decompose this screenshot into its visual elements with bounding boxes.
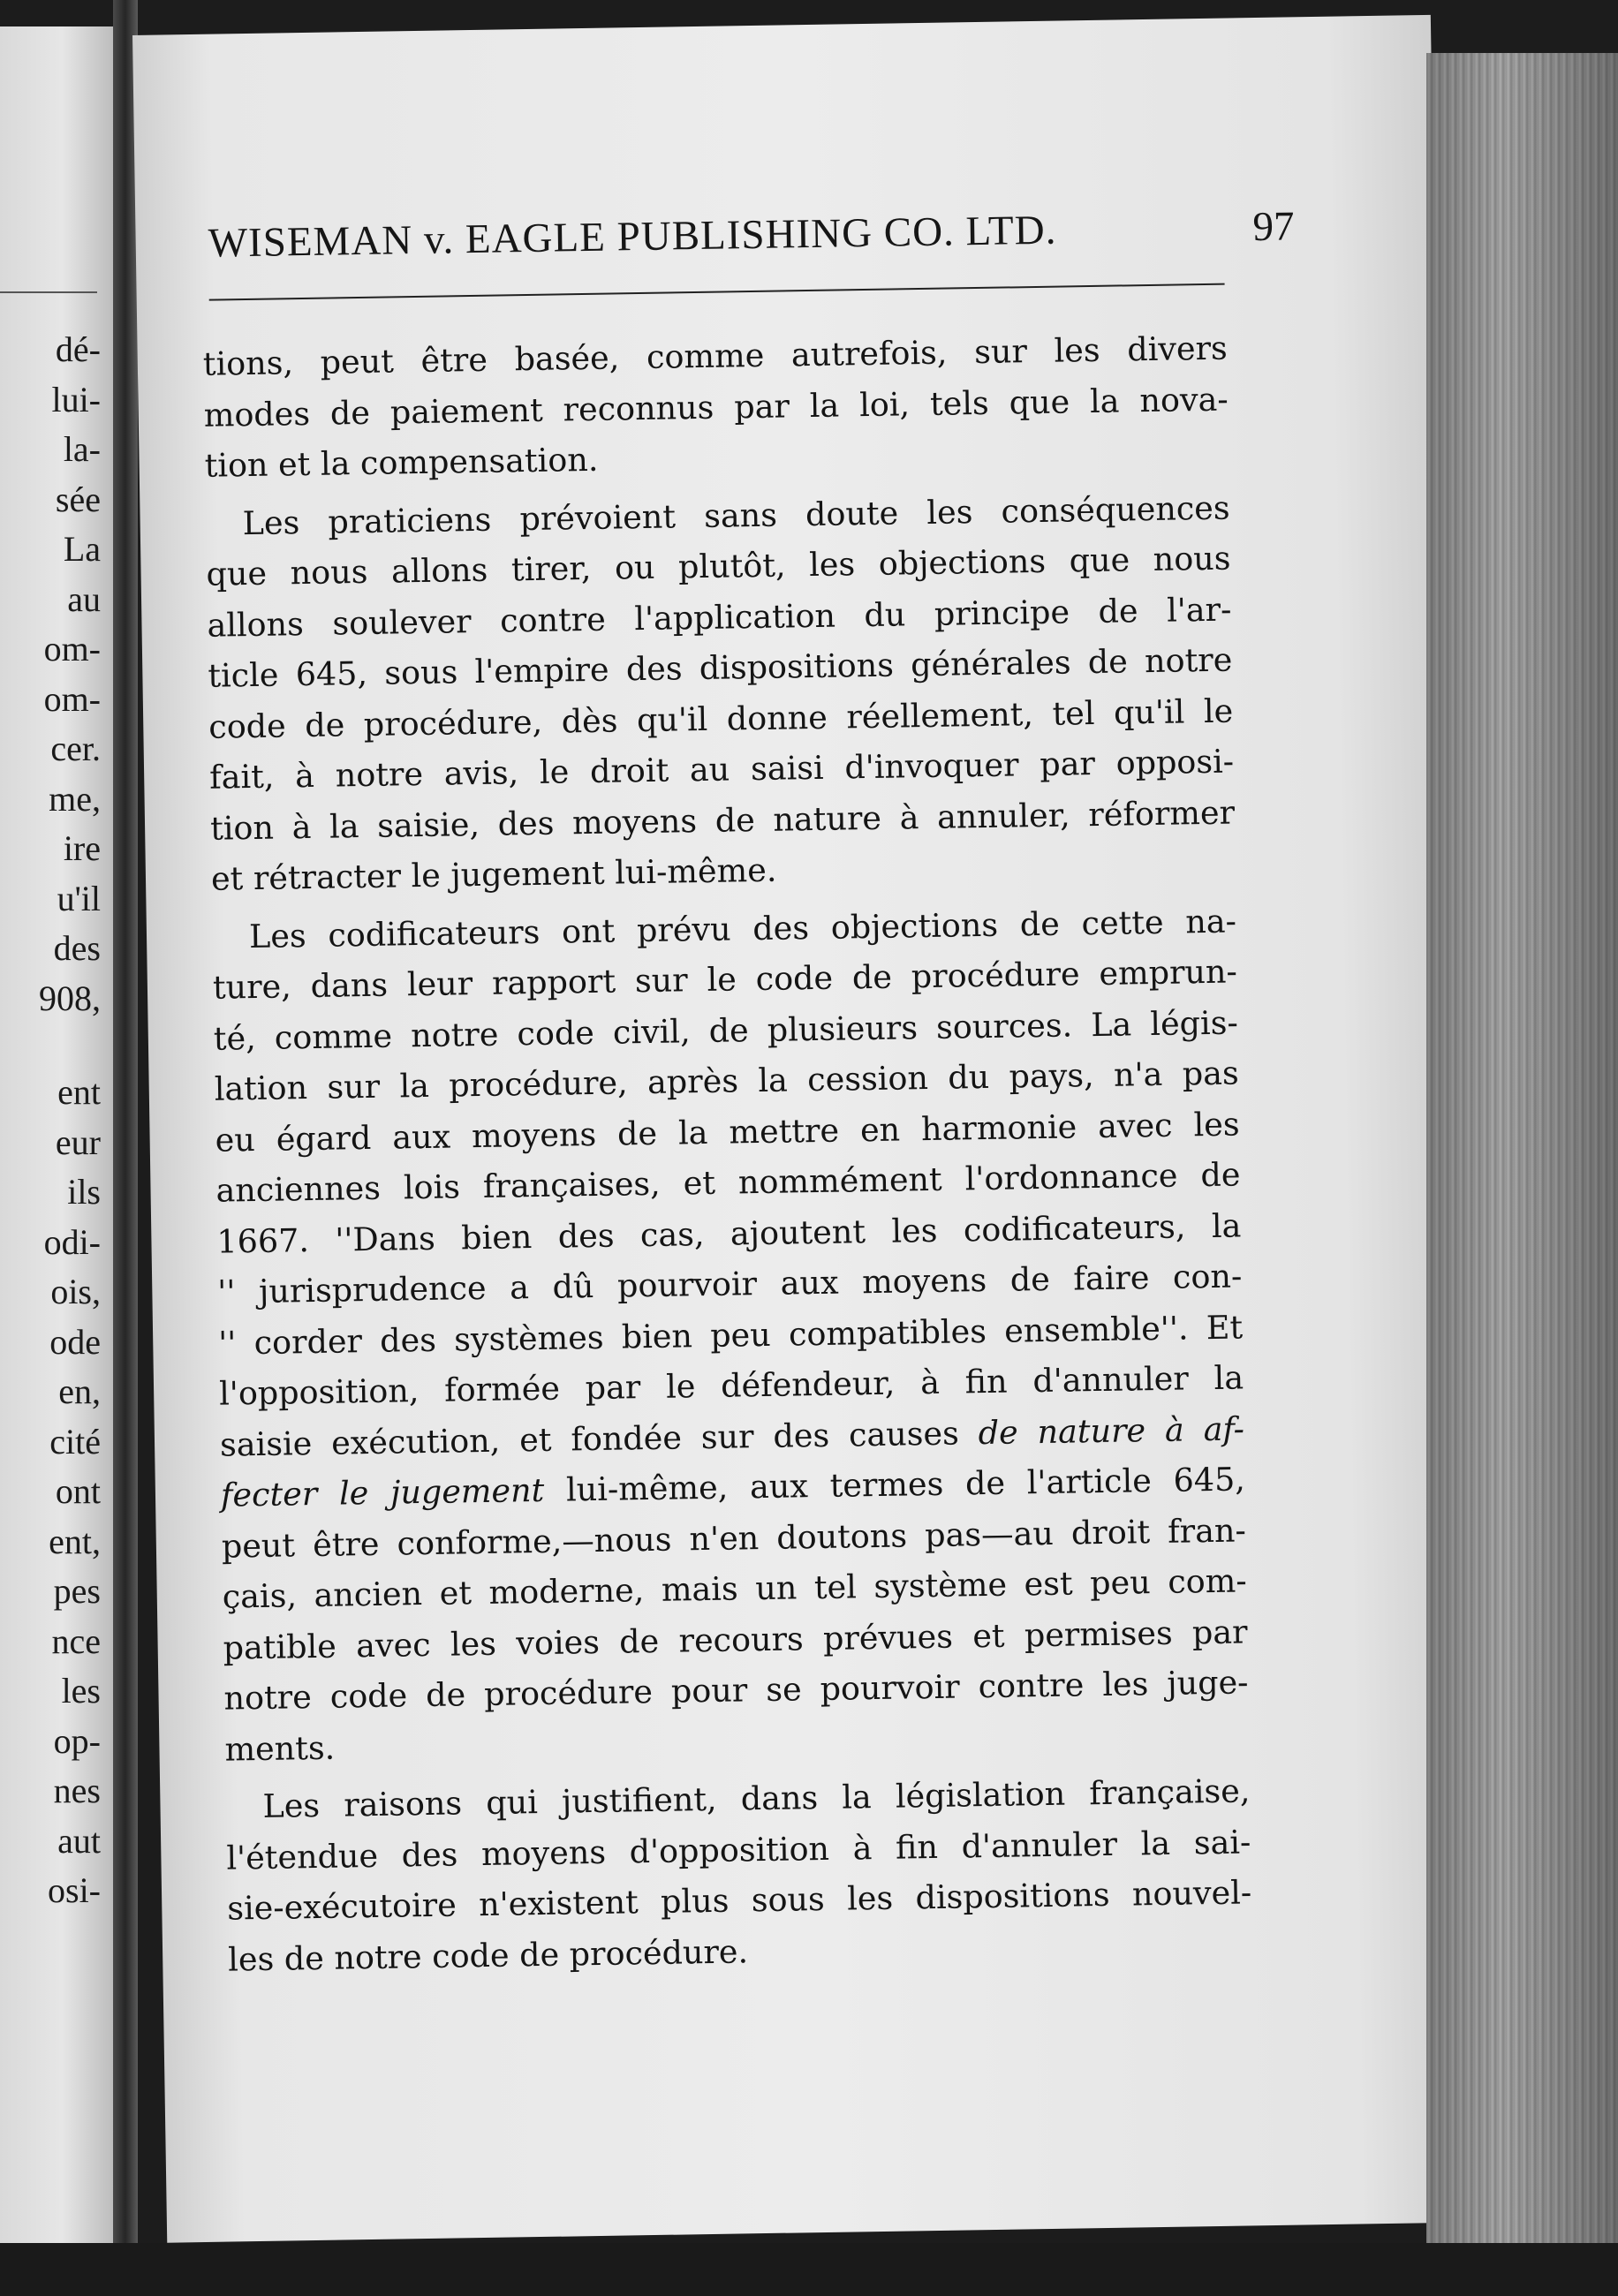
text-line: que nous allons tirer, ou plutôt, les objections que nous — [206, 539, 1231, 593]
facing-page-fragment: op- — [53, 1720, 101, 1761]
running-head — [208, 202, 1295, 281]
text-line: tion à la saisie, des moyens de nature à annuler, réformer — [209, 793, 1236, 848]
text-line: l'étendue des moyens d'opposition à fin d'annuler la sai- — [226, 1822, 1251, 1877]
paragraph — [205, 482, 1236, 904]
paragraph — [225, 1765, 1252, 1984]
paragraph — [202, 323, 1229, 492]
facing-page-fragment: La — [63, 529, 101, 569]
paragraph — [212, 895, 1250, 1775]
facing-page-fragment: odi- — [43, 1221, 101, 1262]
text-line: Les codificateurs ont prévu des objections de cette na- — [248, 901, 1237, 955]
facing-page-fragment: me, — [49, 778, 101, 819]
body-text — [202, 323, 1252, 1992]
text-line: '' corder des systèmes bien peu compatibles ensemble''. Et — [217, 1307, 1244, 1363]
header-rule — [209, 283, 1225, 301]
facing-page-fragment: ode — [49, 1321, 101, 1362]
facing-page-fragment: cité — [49, 1421, 101, 1461]
facing-page-fragment: aut — [57, 1820, 101, 1861]
text-line: patible avec les voies de recours prévues et permises par — [223, 1612, 1248, 1667]
text-line: peut être conforme,—nous n'en doutons pas—au droit fran- — [221, 1510, 1247, 1566]
text-line: et rétracter le jugement lui-même. — [210, 850, 777, 898]
facing-page-fragment: cer. — [50, 729, 101, 768]
facing-page-fragment: les — [61, 1671, 101, 1711]
facing-page-fragment: u'il — [57, 878, 101, 918]
text-line: eu égard aux moyens de la mettre en harmonie avec les — [215, 1104, 1240, 1159]
facing-page-fragment: au — [67, 578, 101, 619]
text-line: 1667. ''Dans bien des cas, ajoutent les codificateurs, la — [216, 1205, 1242, 1261]
text-line: code de procédure, dès qu'il donne réellement, tel qu'il le — [208, 691, 1234, 746]
facing-page-fragment: ire — [63, 828, 101, 868]
facing-page-fragment: ont — [55, 1471, 101, 1511]
text-line: çais, ancien et moderne, mais un tel système est peu com- — [222, 1561, 1247, 1616]
text-line: Les praticiens prévoient sans doute les conséquences — [242, 488, 1230, 542]
text-line: fait, à notre avis, le droit au saisi d'invoquer par opposi- — [208, 742, 1235, 797]
bottom-shadow — [0, 2243, 1618, 2296]
italic-run: fecter le jugement — [220, 1470, 545, 1514]
text-run: saisie exécution, et fondée sur des causes — [219, 1413, 979, 1464]
facing-page-fragment: nes — [53, 1771, 101, 1810]
facing-page-rule — [0, 291, 97, 293]
text-line: l'opposition, formée par le défendeur, à fin d'annuler la — [218, 1358, 1244, 1413]
facing-page-fragment: des — [53, 928, 101, 968]
text-line: tion et la compensation. — [204, 440, 599, 485]
italic-run: de nature à af- — [978, 1409, 1245, 1452]
book-page — [132, 15, 1465, 2243]
facing-page-fragment: la- — [63, 429, 101, 469]
text-line: sie-exécutoire n'existent plus sous les dispositions nouvel- — [226, 1873, 1252, 1928]
text-run: lui-même, aux termes de l'article 645, — [543, 1460, 1246, 1509]
facing-page-fragment: dé- — [55, 329, 101, 369]
text-line: notre code de procédure pour se pourvoir contre les juge- — [223, 1663, 1249, 1718]
facing-page-fragment: nce — [51, 1620, 101, 1661]
text-line: ments. — [224, 1728, 336, 1769]
text-line: ture, dans leur rapport sur le code de procédure emprun- — [212, 952, 1238, 1007]
facing-page-fragment: ois, — [50, 1272, 101, 1311]
text-line: modes de paiement reconnus par la loi, tels que la nova- — [203, 380, 1229, 434]
text-line: anciennes lois françaises, et nommément l'ordonnance de — [215, 1155, 1241, 1210]
text-line: ticle 645, sous l'empire des dispositions générales de notre — [208, 640, 1233, 695]
page-number: 97 — [1252, 203, 1295, 251]
page-edges-shading — [1426, 53, 1618, 2261]
text-line: lation sur la procédure, après la cession du pays, n'a pas — [214, 1054, 1239, 1108]
facing-page-fragment: om- — [43, 629, 101, 668]
facing-page-fragment: lui- — [51, 379, 101, 419]
facing-page-fragment: en, — [58, 1371, 101, 1411]
text-line: '' jurisprudence a dû pourvoir aux moyens de faire con- — [217, 1257, 1243, 1311]
facing-page-fragment: ent — [57, 1072, 101, 1112]
facing-page-fragment: osi- — [48, 1870, 101, 1910]
facing-page-fragment: sée — [55, 479, 101, 519]
text-line: tions, peut être basée, comme autrefois, sur les divers — [202, 329, 1229, 383]
text-line: té, comme notre code civil, de plusieurs sources. La légis- — [213, 1002, 1239, 1058]
facing-page-fragment: om- — [43, 678, 101, 719]
text-line: les de notre code de procédure. — [227, 1931, 749, 1979]
text-line: allons soulever contre l'application du principe de l'ar- — [207, 590, 1232, 645]
facing-page-fragment: ils — [67, 1172, 101, 1212]
book-gutter — [113, 0, 138, 2296]
facing-page-fragment: pes — [53, 1571, 101, 1611]
text-line: Les raisons qui justifient, dans la législation française, — [262, 1771, 1251, 1825]
facing-page-fragment: ent, — [49, 1521, 101, 1561]
facing-page-edge — [0, 26, 113, 2261]
running-head-title: WISEMAN v. EAGLE PUBLISHING CO. LTD. — [208, 207, 1057, 267]
facing-page-line-fragments — [0, 325, 101, 1916]
facing-page-fragment: 908, — [39, 978, 101, 1018]
facing-page-fragment — [0, 1023, 101, 1068]
facing-page-fragment: eur — [55, 1122, 101, 1162]
